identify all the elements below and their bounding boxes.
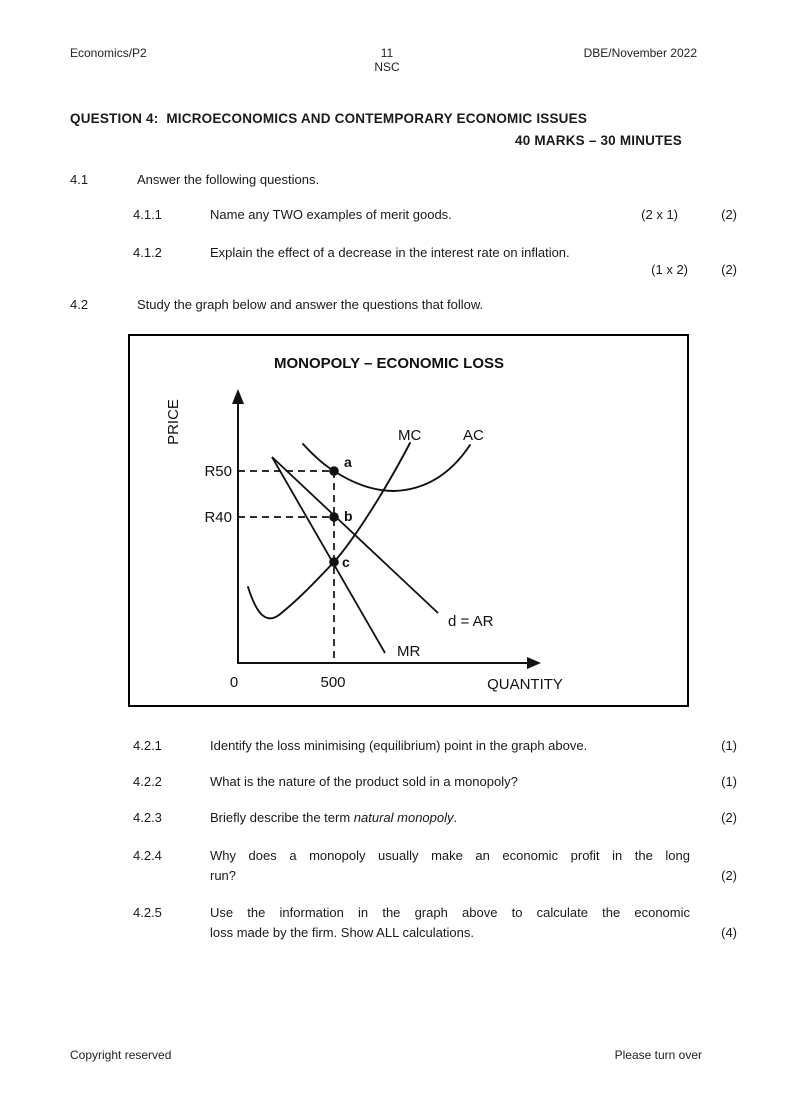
question-text: Identify the loss minimising (equilibrium) point in the graph above. <box>210 738 588 753</box>
y-axis-label: PRICE <box>165 399 182 445</box>
question-number: 4.2.2 <box>133 774 162 789</box>
mark-allocation: (2) <box>721 810 737 825</box>
x-tick-zero: 0 <box>229 674 239 691</box>
question-number: 4.2.5 <box>133 905 162 920</box>
point-b-dot <box>329 512 339 522</box>
header-center <box>312 46 462 74</box>
question-4-2-4 <box>133 846 737 886</box>
demand-ar-label: d = AR <box>448 613 494 630</box>
mark-allocation: (4) <box>721 925 737 940</box>
question-number: 4.2.4 <box>133 848 162 863</box>
point-a-dot <box>329 466 339 476</box>
graph-figure <box>128 334 689 707</box>
question-4-2-1 <box>133 737 737 754</box>
question-heading-line1: QUESTION 4: MICROECONOMICS AND CONTEMPORARY ECONOMIC ISSUES <box>70 111 588 126</box>
x-tick-500: 500 <box>320 674 346 691</box>
question-4-2 <box>70 296 737 313</box>
header-session: DBE/November 2022 <box>583 46 697 60</box>
question-text: Explain the effect of a decrease in the interest rate on inflation. <box>210 245 570 260</box>
question-text <box>210 846 690 886</box>
footer-turn-over: Please turn over <box>614 1048 702 1062</box>
question-heading-line2: 40 MARKS – 30 MINUTES <box>515 133 682 148</box>
question-number: 4.2.1 <box>133 738 162 753</box>
question-4-1-2 <box>133 244 737 278</box>
header-subject: Economics/P2 <box>70 46 147 60</box>
question-4-2-5 <box>133 903 737 943</box>
monopoly-graph <box>128 334 689 707</box>
question-text: Name any TWO examples of merit goods. <box>210 207 452 222</box>
mark-allocation: (2) <box>721 868 737 883</box>
question-text-suffix: . <box>453 810 458 825</box>
point-c-label: c <box>342 554 350 570</box>
question-4-1 <box>70 171 737 188</box>
question-text-line1: Use the information in the graph above to calculate the economic <box>210 905 690 920</box>
question-4-1-1 <box>133 206 737 223</box>
mark-allocation: (1) <box>721 774 737 789</box>
mr-curve-label: MR <box>397 643 421 660</box>
point-c-dot <box>329 557 339 567</box>
mark-allocation: (2) <box>721 262 737 277</box>
x-axis-label: QUANTITY <box>487 676 563 693</box>
question-number: 4.2.3 <box>133 810 162 825</box>
price-tick-r40: R40 <box>204 509 232 526</box>
question-text-cell <box>210 206 690 223</box>
point-b-label: b <box>344 508 353 524</box>
question-4-2-2 <box>133 773 737 790</box>
question-text: Study the graph below and answer the questions that follow. <box>137 297 484 312</box>
ac-curve-label: AC <box>463 427 484 444</box>
question-number: 4.1.2 <box>133 245 162 260</box>
mark-calculation: (1 x 2) <box>651 262 688 277</box>
question-4-2-3 <box>133 809 737 826</box>
question-text-line1: Why does a monopoly usually make an economic profit in the long <box>210 848 690 863</box>
y-axis-arrow-icon <box>232 389 244 404</box>
mc-curve <box>248 443 410 618</box>
question-text-line2: loss made by the firm. Show ALL calculations. <box>210 925 474 940</box>
mc-curve-label: MC <box>398 427 422 444</box>
question-text <box>210 809 690 826</box>
mark-allocation: (2) <box>721 207 737 222</box>
question-text-cell <box>210 244 690 278</box>
question-text <box>210 903 690 943</box>
header-page-number: 11 <box>380 46 394 60</box>
question-text-italic-term: natural monopoly <box>353 810 454 825</box>
question-text: Answer the following questions. <box>137 172 320 187</box>
mark-calculation: (2 x 1) <box>641 207 678 222</box>
mark-allocation: (1) <box>721 738 737 753</box>
question-number: 4.1 <box>70 172 89 187</box>
point-a-label: a <box>344 454 352 470</box>
question-number: 4.2 <box>70 297 89 312</box>
header-exam-body: NSC <box>374 60 400 74</box>
footer-copyright: Copyright reserved <box>70 1048 172 1062</box>
question-number: 4.1.1 <box>133 207 162 222</box>
x-axis-arrow-icon <box>527 657 541 669</box>
price-tick-r50: R50 <box>204 463 232 480</box>
question-text: What is the nature of the product sold in a monopoly? <box>210 774 518 789</box>
question-text-line2: run? <box>210 868 237 883</box>
graph-title: MONOPOLY – ECONOMIC LOSS <box>273 355 505 372</box>
question-text-prefix: Briefly describe the term <box>210 810 354 825</box>
